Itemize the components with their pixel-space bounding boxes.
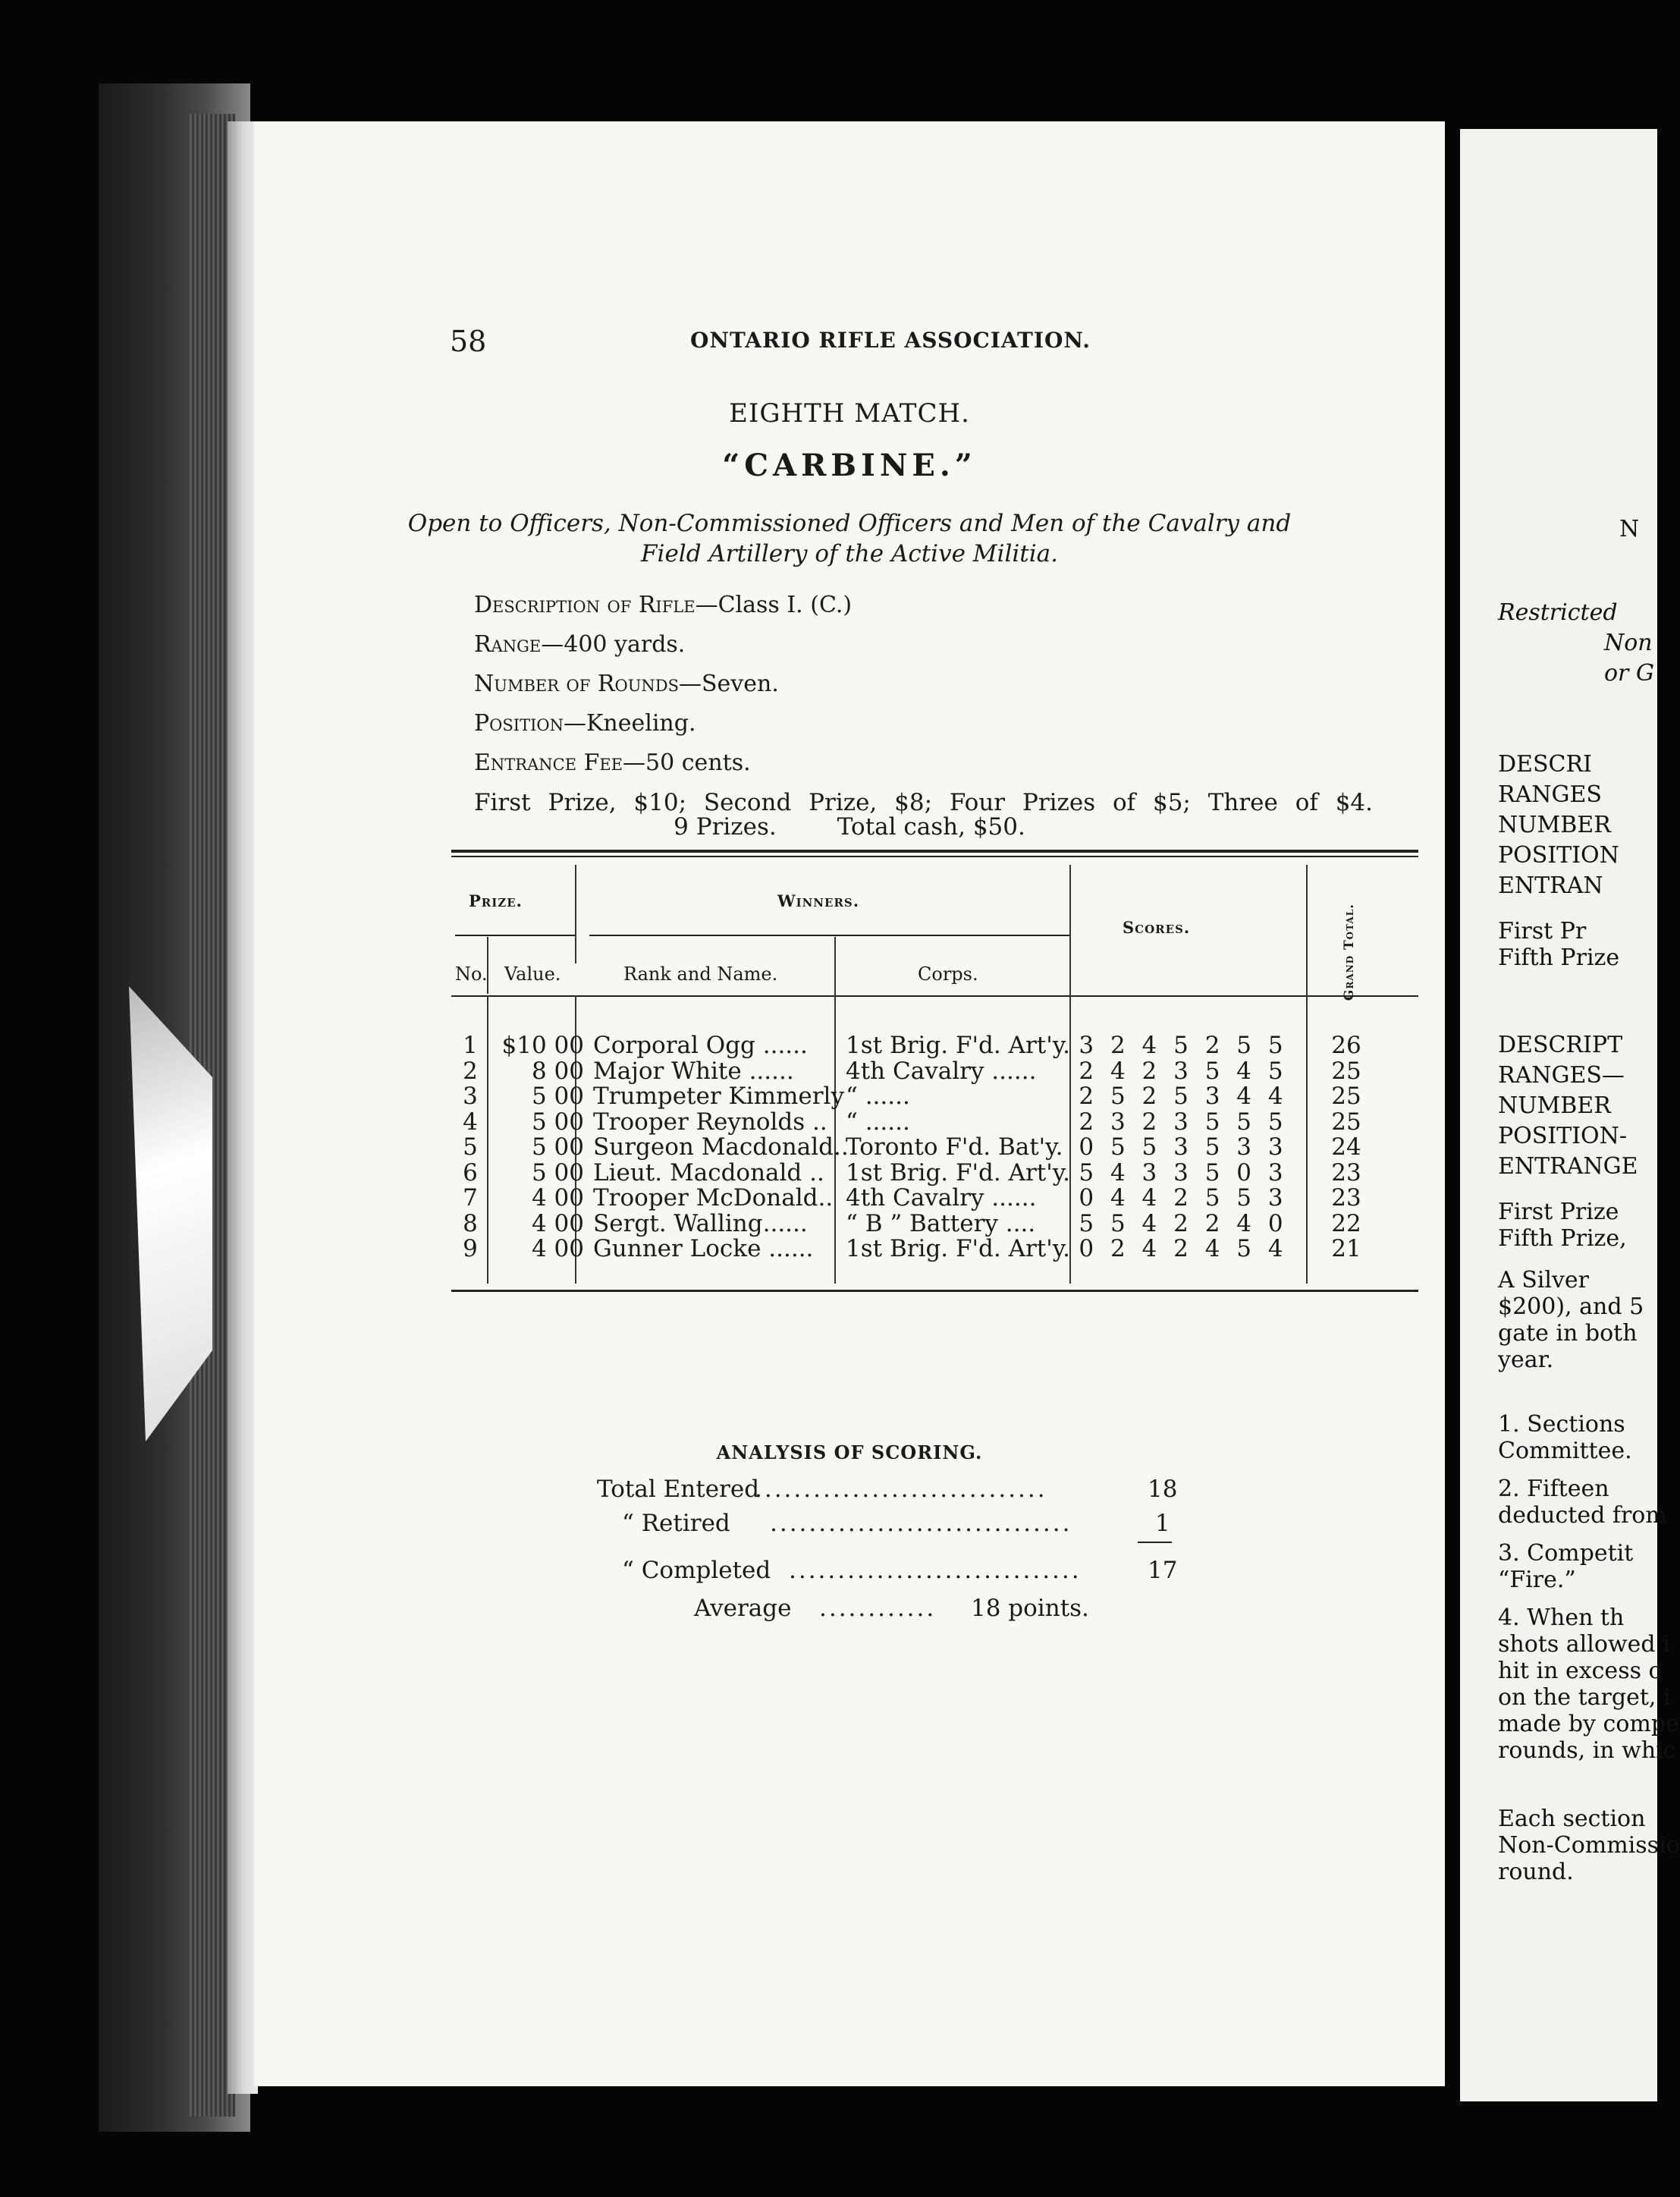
right-page-text: deducted from [1498,1502,1667,1529]
right-page-text: ENTRAN [1498,872,1603,899]
cell-value: 5 00 [531,1133,584,1161]
cell-total: 25 [1331,1057,1361,1085]
col-divider-prize [575,865,576,963]
right-page-text: First Prize [1498,1199,1619,1225]
right-page-text: Restricted [1498,599,1618,626]
cell-value: 8 00 [531,1057,584,1085]
table-row [254,1133,1445,1159]
cell-value: $10 00 [501,1032,584,1059]
right-page-text: Non [1604,630,1653,656]
right-page-text: 1. Sections [1498,1411,1625,1438]
cell-scores: 5 4 3 3 5 0 3 [1079,1158,1288,1187]
cell-name: Trooper McDonald.. [593,1184,834,1212]
table-row [254,1159,1445,1185]
eligibility-line-2: Field Artillery of the Active Militia. [641,540,1058,567]
table-row [254,1108,1445,1134]
analysis-retired-label: “ Retired [622,1510,730,1537]
cell-scores: 0 4 4 2 5 5 3 [1079,1184,1288,1212]
right-page-text: hit in excess o [1498,1658,1663,1684]
cell-total: 26 [1331,1032,1361,1059]
cell-no: 1 [463,1032,478,1059]
analysis-dots: ............ [819,1595,937,1622]
winners-subheader-rule [589,935,1071,936]
right-page-text: N [1619,516,1640,542]
cell-no: 4 [463,1108,478,1136]
cell-name: Surgeon Macdonald.. [593,1133,849,1161]
left-page [254,121,1445,2086]
table-row [254,1235,1445,1261]
cell-scores: 2 3 2 3 5 5 5 [1079,1108,1288,1136]
table-row [254,1058,1445,1083]
table-row [254,1083,1445,1108]
right-page-text: RANGES— [1498,1062,1625,1089]
right-page-text: DESCRIPT [1498,1032,1623,1058]
prize-schedule: First Prize, $10; Second Prize, $8; Four Prizes of $5; Three of $4. [474,789,1373,816]
right-page-text: First Pr [1498,918,1587,944]
cell-corps: “ ...... [846,1083,910,1110]
right-page-text: 4. When th [1498,1605,1625,1631]
table-bottom-rule [451,1290,1418,1292]
cell-value: 4 00 [531,1235,584,1262]
cell-corps: “ ...... [846,1108,910,1136]
prize-total: Total cash, $50. [837,813,1025,841]
cell-name: Trumpeter Kimmerly [593,1083,844,1110]
right-page-text: Committee. [1498,1438,1632,1464]
cell-total: 23 [1331,1158,1361,1187]
cell-corps: “ B ” Battery .... [846,1209,1036,1237]
header-value: Value. [504,963,561,985]
right-page-text: or G [1604,660,1654,687]
cell-value: 4 00 [531,1184,584,1212]
right-page-text: POSITION- [1498,1123,1628,1149]
analysis-average-label: Average [694,1595,792,1622]
header-rank-name: Rank and Name. [623,963,778,985]
right-page-text: Each section [1498,1806,1646,1832]
analysis-retired-value: 1 [1155,1510,1170,1537]
condition-label: Entrance Fee [474,750,623,776]
match-name: “CARBINE.” [722,448,977,483]
right-page-fragment [1460,129,1680,2101]
cell-scores: 0 2 4 2 4 5 4 [1079,1235,1288,1262]
table-top-rule [451,850,1418,853]
cell-no: 3 [463,1083,478,1110]
right-page-text: 3. Competit [1498,1540,1634,1567]
condition-range [474,631,685,658]
header-scores: Scores. [1123,918,1191,937]
cell-corps: 1st Brig. F'd. Art'y. [846,1235,1071,1262]
right-page-text: DESCRI [1498,751,1592,778]
right-page-text: year. [1498,1347,1554,1373]
prize-subheader-rule [455,935,576,936]
prize-count: 9 Prizes. [674,813,777,841]
cell-value: 4 00 [531,1209,584,1237]
cell-scores: 2 5 2 5 3 4 4 [1079,1083,1288,1110]
match-title: EIGHTH MATCH. [729,398,970,429]
table-row [254,1184,1445,1210]
condition-rounds [474,671,779,697]
right-page-text: Fifth Prize [1498,944,1620,971]
right-page-text: $200), and 5 [1498,1293,1644,1320]
analysis-title: ANALYSIS OF SCORING. [716,1441,983,1463]
right-page-text: round. [1498,1859,1574,1885]
analysis-completed-label: “ Completed [622,1557,771,1584]
cell-no: 8 [463,1209,478,1237]
cell-corps: 1st Brig. F'd. Art'y. [846,1032,1071,1059]
eligibility-line-1: Open to Officers, Non-Commissioned Officers and Men of the Cavalry and [407,510,1292,537]
cell-no: 7 [463,1184,478,1212]
analysis-dots: ............................... [770,1510,1072,1537]
cell-no: 2 [463,1057,478,1085]
header-no: No. [455,963,488,985]
condition-label: Description of Rifle [474,592,696,618]
cell-total: 24 [1331,1133,1361,1161]
cell-value: 5 00 [531,1083,584,1110]
right-page-text: Non-Commissio [1498,1832,1680,1859]
condition-value: —50 cents. [623,750,751,776]
right-page-text: POSITION [1498,842,1619,869]
right-page-text: NUMBER [1498,1092,1611,1119]
condition-value: —Seven. [678,671,779,697]
condition-label: Number of Rounds [474,671,679,697]
running-head: ONTARIO RIFLE ASSOCIATION. [690,328,1091,353]
cell-corps: 4th Cavalry ...... [846,1057,1037,1085]
sum-rule [1138,1542,1172,1543]
condition-value: —Kneeling. [563,710,696,737]
condition-rifle [474,592,852,618]
right-page-text: on the target, i [1498,1684,1671,1711]
condition-value: —400 yards. [541,631,686,658]
header-corps: Corps. [918,963,978,985]
right-page-text: 2. Fifteen [1498,1476,1609,1502]
cell-value: 5 00 [531,1108,584,1136]
cell-corps: 1st Brig. F'd. Art'y. [846,1158,1071,1187]
header-bottom-rule [451,995,1418,997]
condition-label: Position [474,710,564,737]
right-page-text: A Silver [1498,1267,1589,1293]
cell-name: Major White ...... [593,1057,794,1085]
right-page-text: gate in both [1498,1320,1638,1347]
cell-corps: Toronto F'd. Bat'y. [846,1133,1063,1161]
cell-scores: 3 2 4 5 2 5 5 [1079,1032,1288,1059]
analysis-dots: .............................. [789,1557,1082,1584]
cell-total: 21 [1331,1235,1361,1262]
header-prize: Prize. [469,891,523,910]
cell-total: 23 [1331,1184,1361,1212]
cell-no: 9 [463,1235,478,1262]
cell-name: Lieut. Macdonald .. [593,1158,824,1187]
cell-scores: 2 4 2 3 5 4 5 [1079,1057,1288,1085]
condition-value: —Class I. (C.) [695,592,853,618]
analysis-average-value: 18 points. [971,1595,1089,1622]
prize-summary [254,813,1445,841]
cell-scores: 0 5 5 3 5 3 3 [1079,1133,1288,1161]
right-page-text: shots allowed i [1498,1631,1670,1658]
page-number: 58 [450,325,487,358]
cell-total: 25 [1331,1083,1361,1110]
cell-corps: 4th Cavalry ...... [846,1184,1037,1212]
right-page-text: “Fire.” [1498,1567,1576,1593]
right-page-text: rounds, in whic [1498,1737,1676,1764]
right-page-text: Fifth Prize, [1498,1225,1627,1252]
cell-total: 25 [1331,1108,1361,1136]
cell-name: Sergt. Walling...... [593,1209,808,1237]
right-page-text: RANGES [1498,781,1602,808]
header-grand-total: Grand Total. [1342,903,1358,1001]
cell-no: 5 [463,1133,478,1161]
page-stack [228,121,258,2094]
right-page-text: ENTRANGE [1498,1153,1638,1180]
table-top-rule-thin [451,856,1418,857]
condition-fee [474,750,751,776]
analysis-entered-value: 18 [1148,1476,1178,1503]
cell-value: 5 00 [531,1158,584,1187]
condition-position [474,710,696,737]
analysis-dots: .............................. [755,1476,1047,1503]
cell-total: 22 [1331,1209,1361,1237]
right-page-text: NUMBER [1498,812,1611,838]
analysis-completed-value: 17 [1148,1557,1178,1584]
header-winners: Winners. [777,891,860,910]
table-row [254,1032,1445,1058]
table-row [254,1210,1445,1236]
cell-name: Corporal Ogg ...... [593,1032,808,1059]
condition-label: Range [474,631,542,658]
cell-name: Trooper Reynolds .. [593,1108,827,1136]
cell-no: 6 [463,1158,478,1187]
cell-name: Gunner Locke ...... [593,1235,814,1262]
analysis-entered-label: Total Entered [597,1476,760,1503]
right-page-text: made by compe [1498,1711,1679,1737]
cell-scores: 5 5 4 2 2 4 0 [1079,1209,1288,1237]
